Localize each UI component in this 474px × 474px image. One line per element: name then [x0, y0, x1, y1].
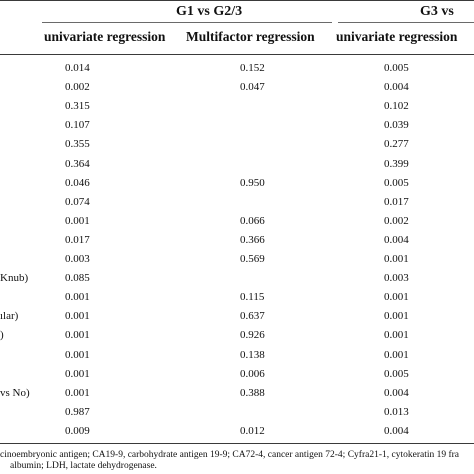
univariate-p-value-g3: 0.003	[384, 272, 409, 285]
univariate-p-value-g3: 0.001	[384, 253, 409, 265]
univariate-p-value: 0.364	[65, 157, 90, 170]
univariate-p-value: 0.046	[65, 176, 90, 189]
univariate-p-value: 0.987	[65, 405, 90, 418]
univariate-p-value: 0.001	[65, 348, 90, 361]
multifactor-p-value: 0.950	[240, 176, 265, 189]
univariate-p-value-g3: 0.004	[384, 81, 409, 94]
bottom-rule	[0, 443, 474, 444]
univariate-p-value-g3: 0.005	[384, 367, 409, 380]
univariate-p-value-g3: 0.001	[384, 310, 409, 323]
univariate-p-value-g3: 0.399	[384, 157, 409, 170]
univariate-p-value: 0.001	[65, 214, 90, 227]
group-header-g1-vs-g2-3: G1 vs G2/3	[176, 4, 243, 19]
univariate-p-value-g3: 0.017	[384, 195, 409, 208]
univariate-p-value: 0.355	[65, 138, 90, 151]
univariate-p-value-g3: 0.001	[384, 348, 409, 361]
multifactor-p-value: 0.006	[240, 367, 265, 380]
multifactor-p-value: 0.152	[240, 62, 265, 74]
multifactor-p-value: 0.115	[240, 291, 265, 304]
univariate-p-value: 0.001	[65, 367, 90, 380]
univariate-p-value-g3: 0.013	[384, 405, 409, 418]
subheader-univariate-1: univariate regression	[44, 29, 166, 44]
univariate-p-value: 0.003	[65, 253, 90, 265]
multifactor-p-value: 0.047	[240, 81, 265, 94]
multifactor-p-value: 0.012	[240, 424, 265, 437]
multifactor-p-value: 0.926	[240, 329, 265, 342]
table-footnote	[0, 450, 474, 472]
univariate-p-value: 0.085	[65, 272, 90, 285]
univariate-p-value-g3: 0.004	[384, 424, 409, 437]
univariate-p-value: 0.014	[65, 62, 90, 74]
univariate-p-value: 0.001	[65, 329, 90, 342]
univariate-p-value: 0.074	[65, 195, 90, 208]
univariate-p-value-g3: 0.001	[384, 329, 409, 342]
multifactor-p-value: 0.366	[240, 233, 265, 246]
row-label: Knub)	[0, 272, 29, 285]
multifactor-p-value: 0.388	[240, 386, 265, 399]
univariate-p-value: 0.002	[65, 81, 90, 94]
footnote-line-2: albumin; LDH, lactate dehydrogenase.	[10, 461, 157, 471]
univariate-p-value: 0.001	[65, 291, 90, 304]
univariate-p-value-g3: 0.039	[384, 119, 409, 132]
univariate-p-value-g3: 0.001	[384, 291, 409, 304]
univariate-p-value: 0.107	[65, 119, 90, 132]
subheader-univariate-2: univariate regression	[336, 29, 458, 44]
row-label: vs No)	[0, 386, 30, 399]
univariate-p-value-g3: 0.102	[384, 100, 409, 113]
univariate-p-value: 0.315	[65, 100, 90, 113]
table-row	[0, 425, 474, 448]
group-rule-g1	[42, 22, 332, 23]
univariate-p-value-g3: 0.005	[384, 176, 409, 189]
multifactor-p-value: 0.637	[240, 310, 265, 323]
univariate-p-value-g3: 0.004	[384, 233, 409, 246]
univariate-p-value: 0.001	[65, 310, 90, 323]
univariate-p-value-g3: 0.002	[384, 214, 409, 227]
subheader-multifactor: Multifactor regression	[186, 29, 315, 44]
univariate-p-value-g3: 0.005	[384, 62, 409, 74]
multifactor-p-value: 0.138	[240, 348, 265, 361]
univariate-p-value-g3: 0.004	[384, 386, 409, 399]
top-rule	[0, 0, 474, 1]
univariate-p-value: 0.009	[65, 424, 90, 437]
multifactor-p-value: 0.066	[240, 214, 265, 227]
univariate-p-value-g3: 0.277	[384, 138, 409, 151]
multifactor-p-value: 0.569	[240, 253, 265, 265]
row-label: )	[0, 329, 4, 342]
univariate-p-value: 0.001	[65, 386, 90, 399]
group-header-g3-vs: G3 vs	[420, 4, 454, 19]
header-bottom-rule	[0, 54, 474, 55]
footnote-line-1: cinoembryonic antigen; CA19-9, carbohydrate antigen 19-9; CA72-4, cancer antigen 72-4; Cyfra21-1, cytokeratin 19 fra	[0, 450, 460, 460]
group-rule-g3	[338, 22, 474, 23]
univariate-p-value: 0.017	[65, 233, 90, 246]
row-label: ılar)	[0, 310, 19, 323]
